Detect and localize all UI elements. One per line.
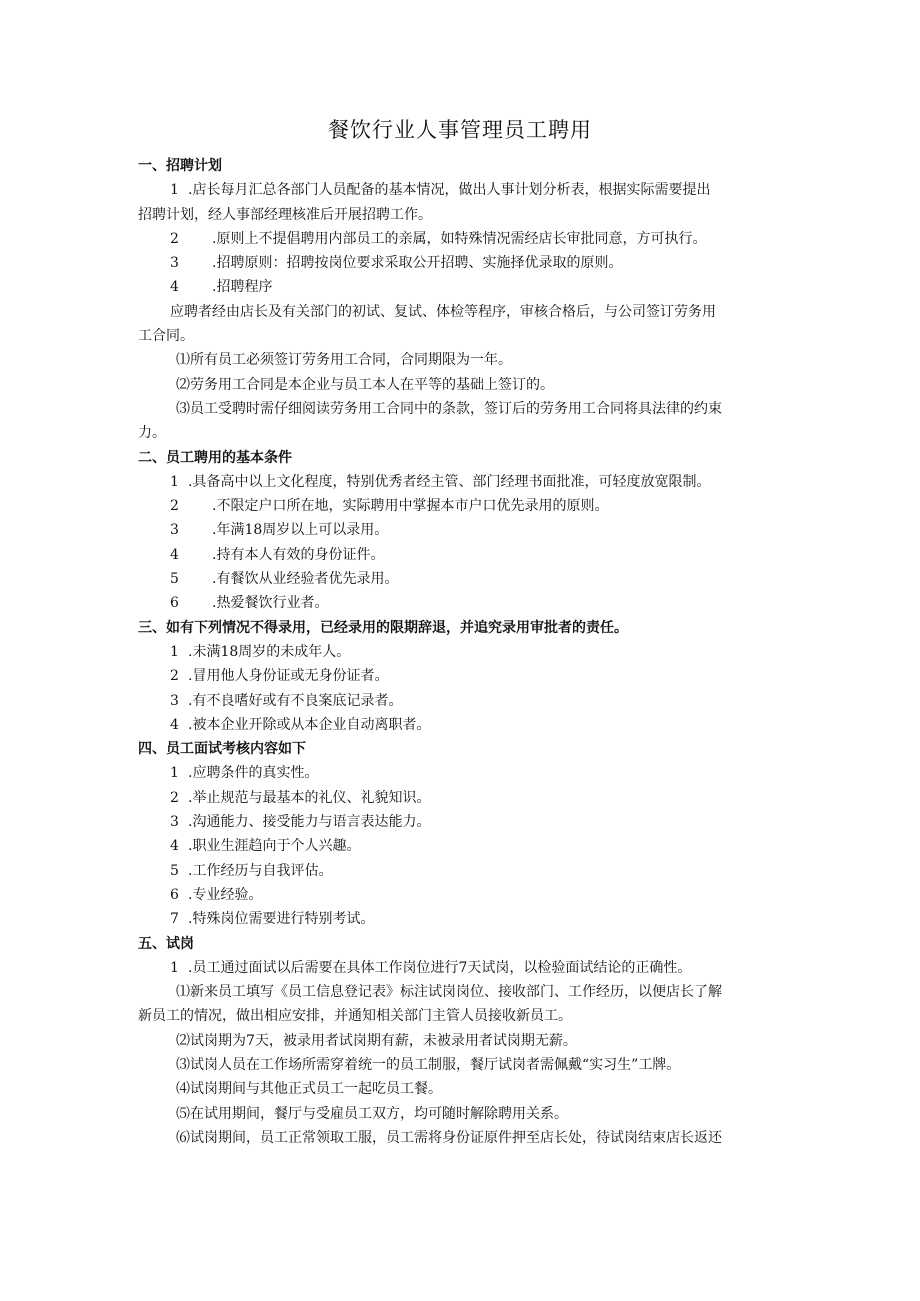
item-text: .招聘原则：招聘按岗位要求采取公开招聘、实施择优录取的原则。 [212,255,623,272]
item-text: .有不良嗜好或有不良案底记录者。 [188,692,403,709]
item-text: .未满18周岁的未成年人。 [188,643,351,660]
list-item [138,518,786,542]
item-text: .特殊岗位需要进行特别考试。 [188,911,375,928]
item-number: 4 [170,279,179,296]
item-text: .冒用他人身份证或无身份证者。 [188,668,389,685]
list-item [138,567,786,591]
item-number: 3 [170,814,179,831]
item-number: 2 [170,668,179,685]
paragraph [138,275,786,299]
list-item [138,543,786,567]
clause: ⑹试岗期间，员工正常领取工服，员工需将身份证原件押至店长处，待试岗结束店长返还 [176,1129,722,1146]
clause: ⑴所有员工必须签订劳务用工合同，合同期限为一年。 [176,352,512,369]
list-item [138,834,786,858]
section-heading: 二、员工聘用的基本条件 [138,449,292,466]
item-number: 2 [170,789,179,806]
item-number: 7 [170,911,179,928]
item-number: 5 [170,862,179,879]
paragraph [138,178,786,202]
list-item [138,810,786,834]
item-number: 5 [170,571,179,588]
item-text: .具备高中以上文化程度，特别优秀者经主管、部门经理书面批准，可轻度放宽限制。 [188,473,711,490]
item-number: 3 [170,692,179,709]
item-number: 4 [170,716,179,733]
item-text: .被本企业开除或从本企业自动离职者。 [188,716,431,733]
document-body [138,154,786,1150]
list-item [138,907,786,931]
section-heading: 一、招聘计划 [138,158,222,174]
clause: ⑶试岗人员在工作场所需穿着统一的员工制服，餐厅试岗者需佩戴“实习生”工牌。 [176,1056,681,1073]
item-text: .沟通能力、接受能力与语言表达能力。 [188,814,431,831]
item-number: 3 [170,255,179,272]
section-heading: 三、如有下列情况不得录用，已经录用的限期辞退，并追究录用审批者的责任。 [138,619,628,636]
clause: ⑴新来员工填写《员工信息登记表》标注试岗岗位、接收部门、工作经历，以便店长了解 [176,984,722,1001]
clause: ⑶员工受聘时需仔细阅读劳务用工合同中的条款，签订后的劳务用工合同将具法律的约束 [176,400,722,417]
paragraph [138,227,786,251]
list-item [138,591,786,615]
item-number: 3 [170,522,179,539]
section-heading: 五、试岗 [138,935,194,952]
item-text: .应聘条件的真实性。 [188,765,319,782]
item-text: .持有本人有效的身份证件。 [212,546,385,563]
item-number: 2 [170,498,179,515]
list-item [138,470,786,494]
paragraph-continuation: 新员工的情况，做出相应安排，并通知相关部门主管人员接收新员工。 [138,1008,572,1025]
item-text: .工作经历与自我评估。 [188,862,333,879]
item-text: .举止规范与最基本的礼仪、礼貌知识。 [188,789,431,806]
list-item [138,956,786,980]
clause: ⑸在试用期间，餐厅与受雇员工双方，均可随时解除聘用关系。 [176,1105,568,1122]
list-item [138,494,786,518]
item-number: 6 [170,595,179,612]
item-text: .店长每月汇总各部门人员配备的基本情况，做出人事计划分析表，根据实际需要提出 [188,182,711,199]
item-text: .热爱餐饮行业者。 [212,595,329,612]
section-heading: 四、员工面试考核内容如下 [138,741,306,758]
paragraph-continuation: 力。 [138,425,166,442]
item-text: .招聘程序 [212,279,273,296]
item-number: 1 [170,473,179,490]
item-text: .年满18周岁以上可以录用。 [212,522,389,539]
paragraph-continuation: 工合同。 [138,328,194,345]
list-item [138,859,786,883]
item-number: 1 [170,182,179,199]
item-number: 2 [170,230,179,247]
item-text: .专业经验。 [188,886,263,903]
item-number: 1 [170,959,179,976]
paragraph: 应聘者经由店长及有关部门的初试、复试、体检等程序，审核合格后，与公司签订劳务用 [170,303,716,320]
item-number: 1 [170,765,179,782]
list-item [138,664,786,688]
list-item [138,640,786,664]
list-item [138,761,786,785]
list-item [138,883,786,907]
item-number: 4 [170,838,179,855]
clause: ⑵劳务用工合同是本企业与员工本人在平等的基础上签订的。 [176,376,554,393]
item-text: .员工通过面试以后需要在具体工作岗位进行7天试岗，以检验面试结论的正确性。 [188,959,692,976]
item-text: .不限定户口所在地，实际聘用中掌握本市户口优先录用的原则。 [212,498,609,515]
item-text: .原则上不提倡聘用内部员工的亲属，如特殊情况需经店长审批同意，方可执行。 [212,230,707,247]
list-item [138,786,786,810]
list-item [138,689,786,713]
clause: ⑵试岗期为7天，被录用者试岗期有薪，未被录用者试岗期无薪。 [176,1032,577,1049]
list-item [138,713,786,737]
clause: ⑷试岗期间与其他正式员工一起吃员工餐。 [176,1081,442,1098]
item-text: .有餐饮从业经验者优先录用。 [212,571,399,588]
item-number: 1 [170,643,179,660]
paragraph [138,251,786,275]
item-number: 6 [170,886,179,903]
item-number: 4 [170,546,179,563]
item-text: .职业生涯趋向于个人兴趣。 [188,838,361,855]
page-title: 餐饮行业人事管理员工聘用 [328,118,592,142]
paragraph-continuation: 招聘计划，经人事部经理核准后开展招聘工作。 [138,206,432,223]
